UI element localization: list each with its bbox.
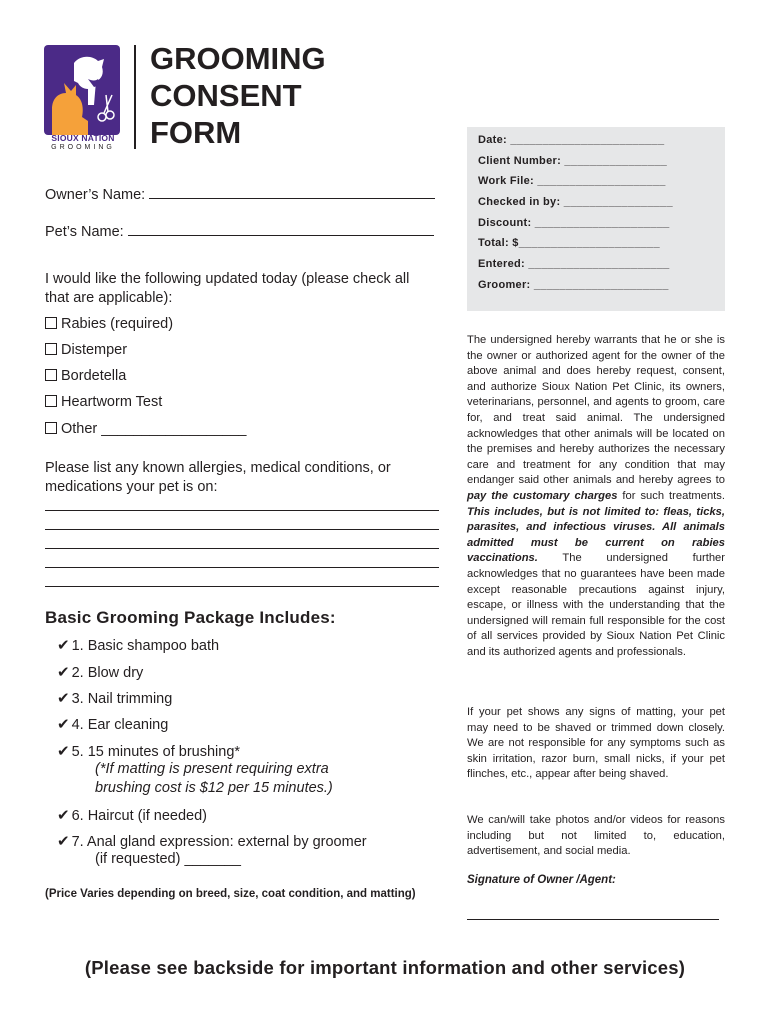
- checkbox[interactable]: [45, 395, 57, 407]
- option-label: Other __________________: [61, 421, 247, 437]
- package-item: [57, 832, 367, 850]
- matting-paragraph: If your pet shows any signs of matting, your pet may need to be shaved or trimmed down closely. We are not responsible for any symptoms such as skin irritation, razor burn, small nicks, if your pet flinches, etc., appear after being shaved.: [467, 706, 725, 781]
- package-item-label: 1. Basic shampoo bath: [71, 638, 220, 654]
- package-item: [57, 806, 207, 824]
- media-paragraph: We can/will take photos and/or videos for reasons including but not limited to, education, advertisement, and social media.: [467, 814, 725, 858]
- page-title: [150, 40, 326, 151]
- includes-emphasis: This includes, but is not limited to: fleas, ticks, parasites, and infectious viruses. All animals admitted must be current on rabies vaccinations.: [467, 505, 725, 565]
- title-divider: [134, 45, 136, 149]
- package-item-label: 6. Haircut (if needed): [71, 808, 207, 824]
- package-item: [57, 742, 240, 760]
- charges-emphasis: pay the customary charges: [467, 489, 618, 502]
- allergy-line[interactable]: [45, 529, 439, 530]
- footer-note: (Please see backside for important information and other services): [84, 957, 686, 978]
- option-label: Bordetella: [61, 368, 127, 384]
- discount-field[interactable]: Discount: _____________________: [478, 217, 670, 229]
- checkbox[interactable]: [45, 369, 57, 381]
- checkmark-icon: ✔: [57, 690, 70, 707]
- consent-text: The undersigned hereby warrants that he or she is the owner or authorized agent for the owner of the above animal and does hereby request, consent, and authorize Sioux Nation Pet Clinic, its owners, veterinarians, personnel, and agents to groom, care for, and treat said animal. The undersigned acknowledges that other animals will be located on the premises and hereby authorizes the necessary care and treatment for any condition that may endanger said other animals and hereby agrees to: [467, 334, 725, 487]
- consent-text: for such treatments.: [617, 489, 725, 502]
- package-item: [57, 689, 172, 707]
- owner-name-label: Owner’s Name:: [45, 187, 146, 203]
- checkbox[interactable]: [45, 317, 57, 329]
- option-label: Distemper: [61, 342, 128, 358]
- entered-field[interactable]: Entered: ______________________: [478, 258, 670, 270]
- update-option[interactable]: [45, 316, 173, 332]
- allergy-line[interactable]: [45, 586, 439, 587]
- title-line: FORM: [150, 115, 242, 150]
- option-label: Heartworm Test: [61, 394, 163, 410]
- checked-in-by-field[interactable]: Checked in by: _________________: [478, 196, 673, 208]
- signature-input[interactable]: [467, 919, 719, 920]
- checkbox[interactable]: [45, 343, 57, 355]
- signature-label: Signature of Owner /Agent:: [467, 874, 616, 886]
- groomer-field[interactable]: Groomer: _____________________: [478, 279, 669, 291]
- checkmark-icon: ✔: [57, 637, 70, 654]
- owner-name-input[interactable]: [149, 184, 435, 199]
- checkmark-icon: ✔: [57, 664, 70, 681]
- allergy-line[interactable]: [45, 567, 439, 568]
- pet-name-row: [45, 221, 434, 240]
- package-item-label: 4. Ear cleaning: [71, 717, 169, 733]
- consent-text: The undersigned further acknowledges that no guarantees have been made except reasonable precautions against injury, escape, or illness with the understanding that the undersigned will remain full responsible for the cost of all services provided by Sioux Nation Pet Clinic and its authorized agents and professionals.: [467, 552, 725, 658]
- total-field[interactable]: Total: $______________________: [478, 237, 660, 249]
- checkmark-icon: ✔: [57, 833, 70, 850]
- checkmark-icon: ✔: [57, 716, 70, 733]
- logo-wordmark: SIOUX NATION: [51, 133, 115, 143]
- title-line: GROOMING: [150, 41, 326, 76]
- dog-cat-logo-icon: [44, 45, 120, 135]
- allergy-line[interactable]: [45, 510, 439, 511]
- date-field[interactable]: Date: ________________________: [478, 134, 665, 146]
- office-use-box: [467, 127, 725, 311]
- package-title: Basic Grooming Package Includes:: [45, 608, 336, 627]
- pet-name-input[interactable]: [128, 221, 434, 236]
- pet-name-label: Pet’s Name:: [45, 224, 124, 240]
- package-item: [57, 715, 168, 733]
- update-option[interactable]: [45, 368, 126, 384]
- package-item-label: 5. 15 minutes of brushing*: [71, 744, 241, 760]
- package-item-label: 3. Nail trimming: [71, 691, 173, 707]
- update-option[interactable]: [45, 394, 162, 410]
- logo-tagline: GROOMING: [51, 144, 115, 151]
- checkmark-icon: ✔: [57, 743, 70, 760]
- update-prompt: I would like the following updated today (please check all that are applicable):: [45, 271, 410, 306]
- package-item: [57, 663, 143, 681]
- allergy-line[interactable]: [45, 548, 439, 549]
- matting-note: (*If matting is present requiring extra: [95, 761, 329, 777]
- matting-note: brushing cost is $12 per 15 minutes.): [95, 780, 333, 796]
- client-number-field[interactable]: Client Number: ________________: [478, 155, 668, 167]
- work-file-field[interactable]: Work File: ____________________: [478, 175, 666, 187]
- package-item-label: 7. Anal gland expression: external by groomer: [71, 834, 367, 850]
- allergy-prompt: Please list any known allergies, medical conditions, or medications your pet is on:: [45, 460, 391, 495]
- title-line: CONSENT: [150, 78, 302, 113]
- package-item: [57, 636, 219, 654]
- consent-paragraph: [467, 333, 725, 660]
- owner-name-row: [45, 184, 435, 203]
- checkmark-icon: ✔: [57, 807, 70, 824]
- update-option[interactable]: [45, 342, 127, 358]
- checkbox[interactable]: [45, 422, 57, 434]
- option-label: Rabies (required): [61, 316, 174, 332]
- logo: [44, 45, 120, 135]
- update-option[interactable]: [45, 421, 246, 437]
- anal-gland-request[interactable]: (if requested) _______: [95, 851, 241, 867]
- package-item-label: 2. Blow dry: [71, 665, 144, 681]
- price-note: (Price Varies depending on breed, size, coat condition, and matting): [45, 888, 416, 900]
